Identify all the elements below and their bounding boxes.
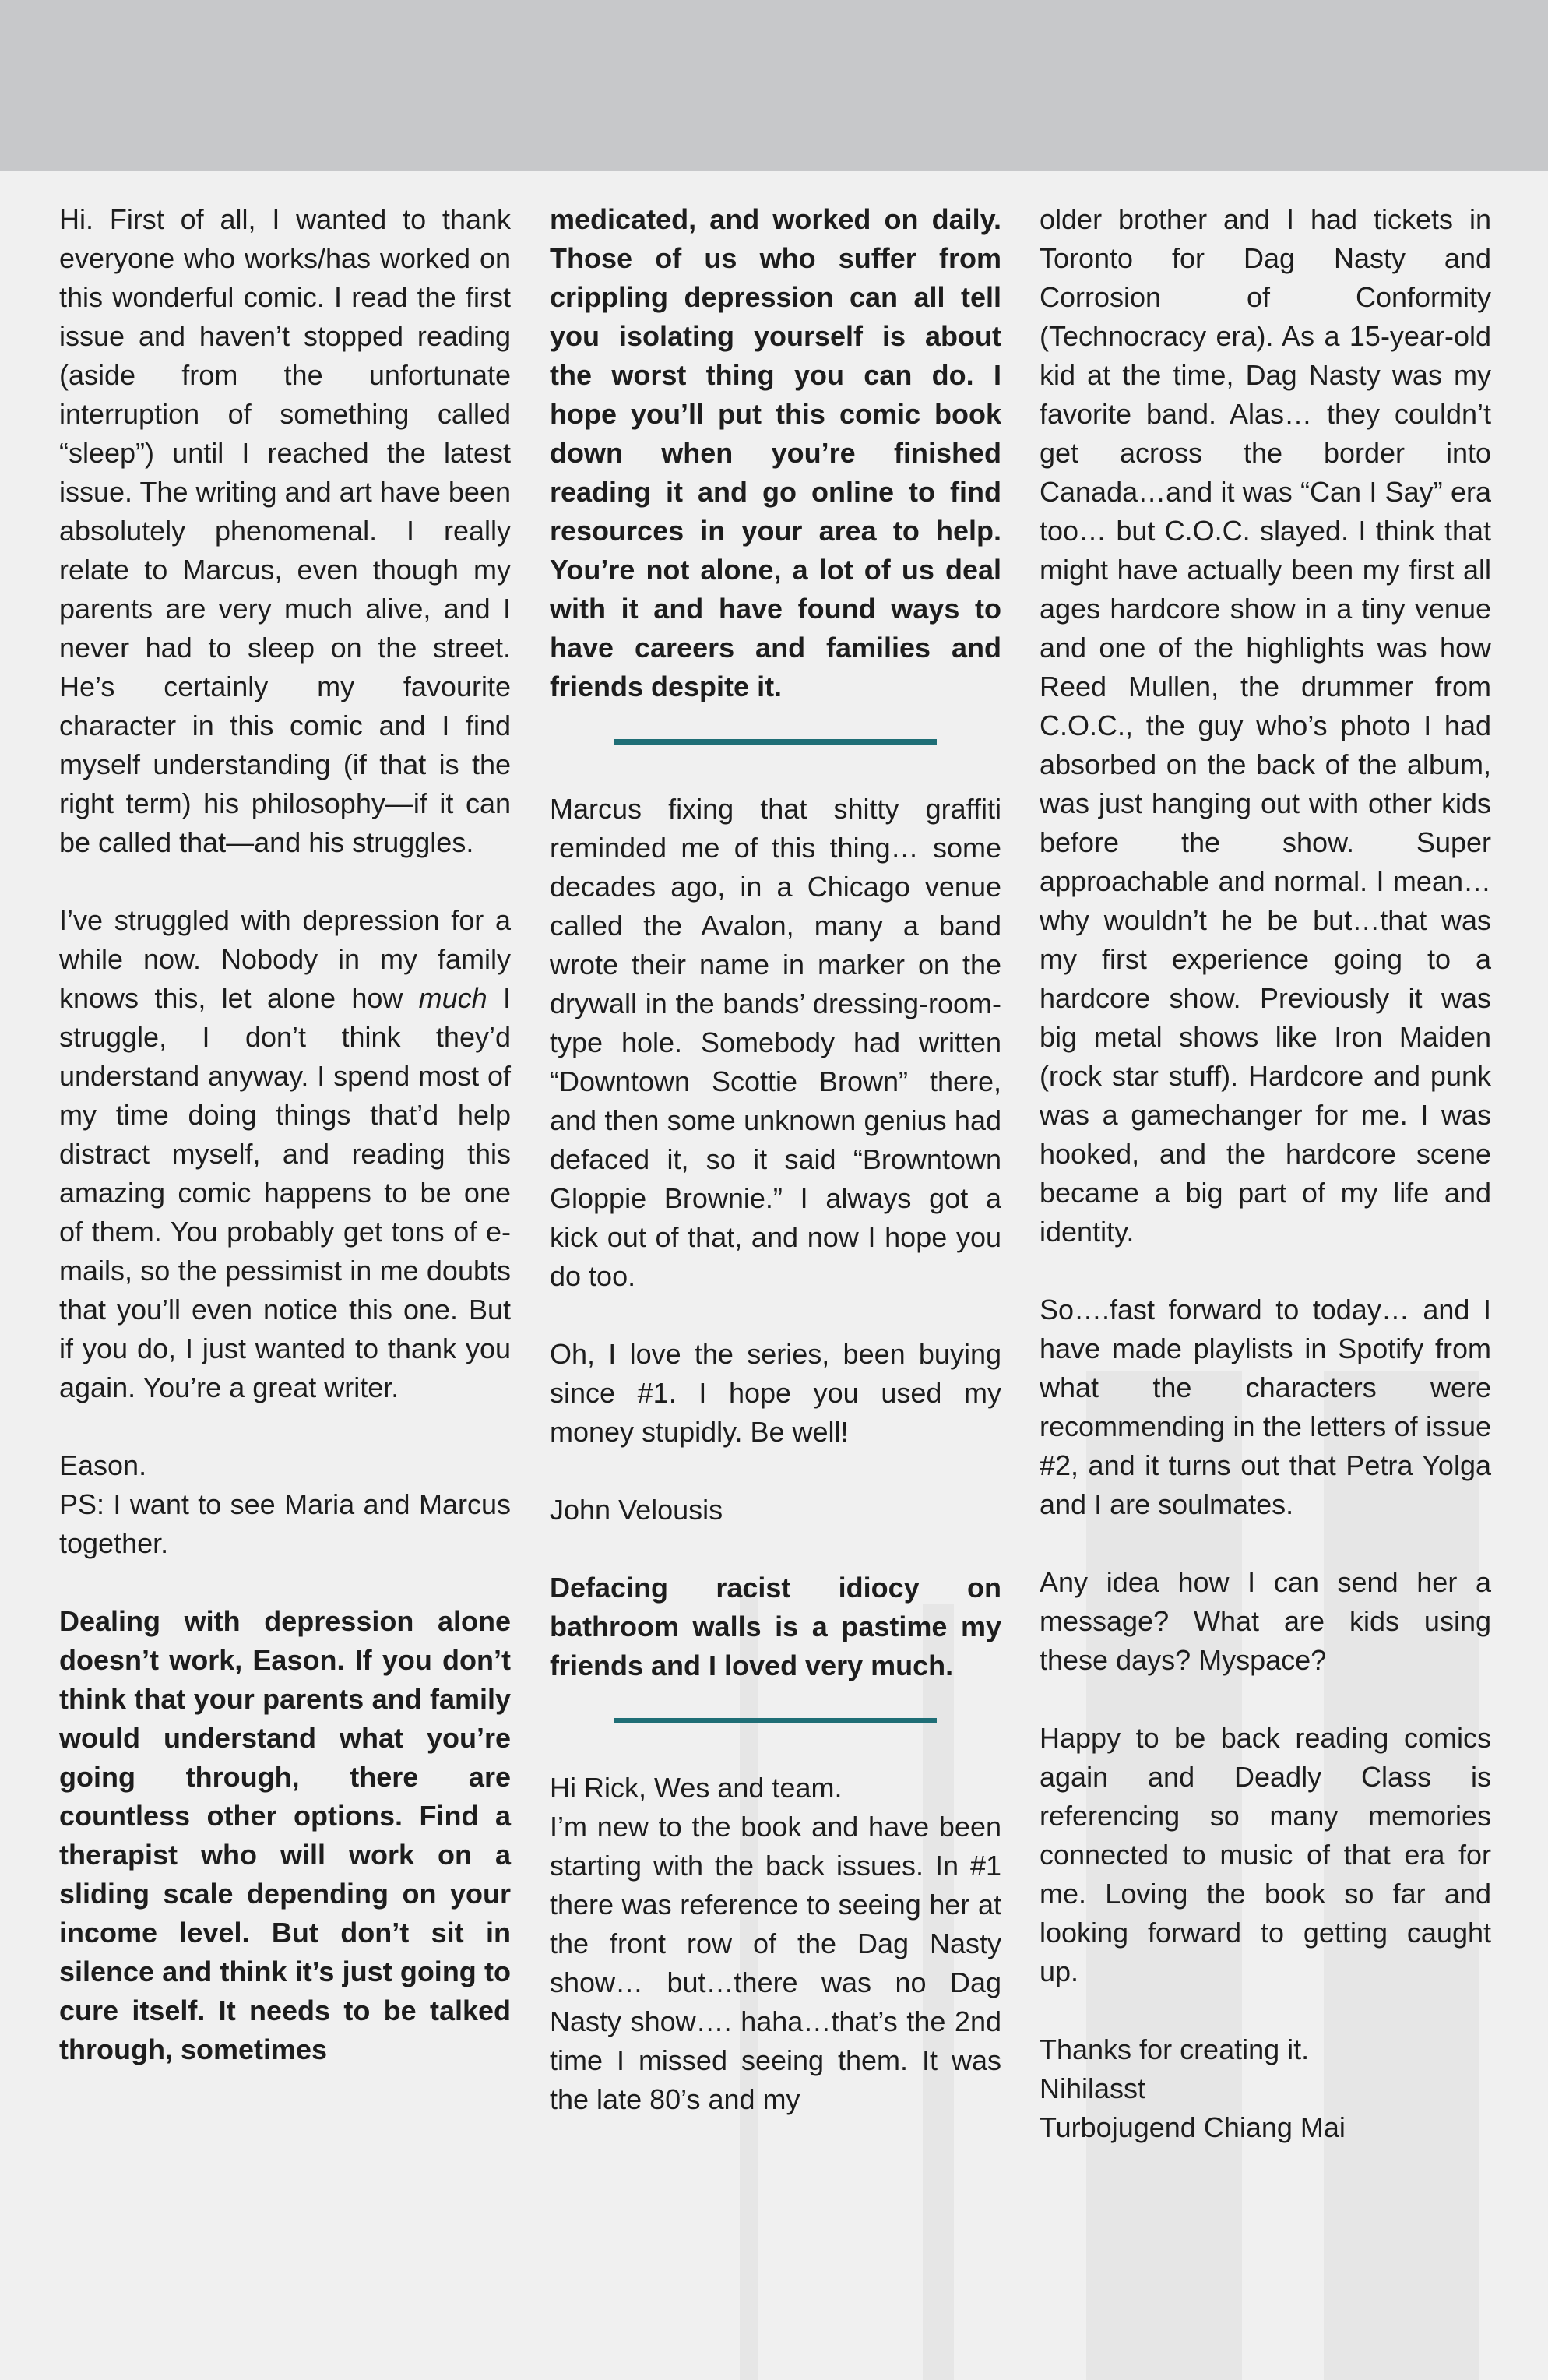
section-divider [614,739,937,745]
column-middle [550,200,1001,2158]
signature-location: Turbojugend Chiang Mai [1040,2111,1346,2143]
signature-eason: Eason. [59,1449,147,1481]
letter-nihilasst-question: Any idea how I can send her a message? What are kids using these days? Myspace? [1040,1566,1491,1676]
letter-eason-depression: I’ve struggled with depression for a while now. Nobody in my family knows this, let alone how much I struggle, I don’t think they’d understand anyway. I spend most of my time doing things that’d help distract myself, and reading this amazing comic happens to be one of them. You probably get tons of e-mails, so the pessimist in me doubts that you’ll even notice this one. But if you do, I just wanted to thank you again. You’re a great writer. [59,904,511,1403]
header-band [0,0,1548,171]
column-right [1040,200,1491,2147]
letter-velousis: Marcus fixing that shitty graffiti reminded me of this thing… some decades ago, in a Chicago venue called the Avalon, many a band wrote their name in marker on the drywall in the bands’ dressing-room-type hole. Somebody had written “Downtown Scottie Brown” there, and then some unknown genius had defaced it, so it said “Browntown Gloppie Brownie.” I always got a kick out of that, and now I hope you do too. [550,793,1001,1292]
letter-nihilasst-closing: Happy to be back reading comics again and Deadly Class is referencing so many memories connected to music of that era for me. Loving the book so far and looking forward to getting caught up. [1040,1722,1491,1987]
letter-nihilasst: I’m new to the book and have been starting with the back issues. In #1 there was reference to seeing her at the front row of the Dag Nasty show… but…there was no Dag Nasty show…. haha…that’s the 2nd time I missed seeing them. It was the late 80’s and my [550,1811,1001,2115]
letter-nihilasst-greeting: Hi Rick, Wes and team. [550,1772,843,1804]
thanks-line: Thanks for creating it. [1040,2033,1310,2065]
section-divider [614,1718,937,1723]
letter-eason: Hi. First of all, I wanted to thank everyone who works/has worked on this wonderful comic. I read the first issue and haven’t stopped reading (aside from the unfortunate interruption of something called “sleep”) until I reached the latest issue. The writing and art have been absolutely phenomenal. I really relate to Marcus, even though my parents are very much alive, and I never had to sleep on the street. He’s certainly my favourite character in this comic and I find myself understanding (if that is the right term) his philosophy—if it can be called that—and his struggles. [59,203,511,858]
column-left [59,200,511,2108]
letter-nihilasst-playlists: So….fast forward to today… and I have made playlists in Spotify from what the characters were recommending in the letters of issue #2, and it turns out that Petra Yolga and I are soulmates. [1040,1294,1491,1520]
letter-nihilasst-continued: older brother and I had tickets in Toronto for Dag Nasty and Corrosion of Conformity (Technocracy era). As a 15-year-old kid at the time, Dag Nasty was my favorite band. Alas… they couldn’t get across the border into Canada…and it was “Can I Say” era too… but C.O.C. slayed. I think that might have actually been my first all ages hardcore show in a tiny venue and one of the highlights was how Reed Mullen, the drummer from C.O.C., the guy who’s photo I had absorbed on the back of the album, was just hanging out with other kids before the show. Super approachable and normal. I mean…why wouldn’t he be but…that was my first experience going to a hardcore show. Previously it was big metal shows like Iron Maiden (rock star stuff). Hardcore and punk was a gamechanger for me. I was hooked, and the hardcore scene became a big part of my life and identity. [1040,203,1491,1248]
signature-velousis: John Velousis [550,1494,723,1526]
signature-nihilasst: Nihilasst [1040,2072,1146,2104]
postscript-eason: PS: I want to see Maria and Marcus together. [59,1488,511,1559]
reply-velousis: Defacing racist idiocy on bathroom walls is a pastime my friends and I loved very much. [550,1572,1001,1681]
reply-eason-continued: medicated, and worked on daily. Those of us who suffer from crippling depression can all tell you isolating yourself is about the worst thing you can do. I hope you’ll put this comic book down when you’re finished reading it and go online to find resources in your area to help. You’re not alone, a lot of us deal with it and have found ways to have careers and families and friends despite it. [550,203,1001,702]
reply-eason: Dealing with depression alone doesn’t work, Eason. If you don’t think that your parents and family would understand what you’re going through, there are countless other options. Find a therapist who will work on a sliding scale depending on your income level. But don’t sit in silence and think it’s just going to cure itself. It needs to be talked through, sometimes [59,1605,511,2065]
letter-velousis-series: Oh, I love the series, been buying since #1. I hope you used my money stupidly. Be well! [550,1338,1001,1448]
